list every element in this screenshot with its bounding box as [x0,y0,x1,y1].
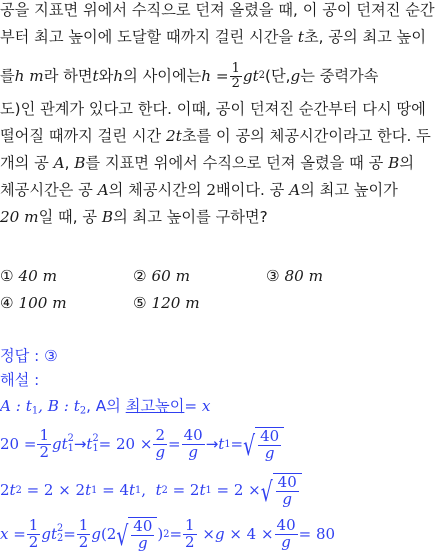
problem-line-3: 를 h m 라 하면 t 와 h 의 사이에는 h = $\frac{1}{2}$ gt 2 (단, g 는 중력가속 [0,61,379,91]
square-root: √ $\frac{40}{g}$ [261,473,302,508]
choice-2[interactable]: ② 60 m [133,267,191,285]
fraction: $\frac{1}{2}$ [39,425,49,461]
fraction: $\frac{40}{g}$ [276,515,296,551]
problem-line-6: 개의 공 A, B를 지표면 위에서 수직으로 던져 올렸을 때 공 B의 [0,154,415,172]
problem-line-1: 공을 지표면 위에서 수직으로 던져 올렸을 때, 이 공이 던져진 순간 [0,1,435,19]
choice-3[interactable]: ③ 80 m [266,267,324,285]
solution-line-1: A : $t_1$, B : $t_2$, A의 최고높이= x [0,397,211,417]
problem-line-4: 도)인 관계가 있다고 한다. 이때, 공이 던져진 순간부터 다시 땅에 [0,100,426,118]
fraction: $\frac{40}{g}$ [183,425,203,461]
problem-line-8: 20 m일 때, 공 B의 최고 높이를 구하면? [0,208,268,226]
answer-label: 정답 : ③ [0,347,58,365]
fraction-one-half: $\frac{1}{2}$ [231,61,240,91]
solution-label: 해설 : [0,371,40,389]
fraction: $\frac{2}{g}$ [155,425,166,461]
square-root: √ $\frac{40}{g}$ [116,517,157,552]
fraction: $\frac{1}{2}$ [78,515,89,551]
solution-line-2: 20 = $\frac{1}{2}$ gt 2 1 → t 2 1 = 20 × $\frac{2}{g}$ = $\frac{40}{g}$ → t 1 = √ $\frac{40}{g}$ [0,420,284,468]
fraction: $\frac{1}{2}$ [185,515,195,551]
fraction: $\frac{1}{2}$ [28,515,39,551]
solution-line-4: x = $\frac{1}{2}$ gt 2 2 = $\frac{1}{2}$ g (2 √ $\frac{40}{g}$ ) 2 = $\frac{1}{2}$ × g × 4 × $\frac{40}{g}$ = 80 [0,515,336,552]
choice-1[interactable]: ① 40 m [0,267,58,285]
problem-line-7: 체공시간은 공 A의 체공시간의 2배이다. 공 A의 최고 높이가 [0,181,398,199]
square-root: √ $\frac{40}{g}$ [243,427,284,462]
choice-5[interactable]: ⑤ 120 m [133,294,200,312]
problem-line-5: 떨어질 때까지 걸린 시간 2t초를 이 공의 체공시간이라고 한다. 두 [0,127,431,145]
problem-line-2: 부터 최고 높이에 도달할 때까지 걸린 시간을 t초, 공의 최고 높이 [0,28,426,46]
choice-4[interactable]: ④ 100 m [0,294,67,312]
solution-line-3: 2 t 2 = 2 × 2 t 1 = 4 t 1 , t 2 = 2 t 1 = 2 × √ $\frac{40}{g}$ [0,468,302,512]
